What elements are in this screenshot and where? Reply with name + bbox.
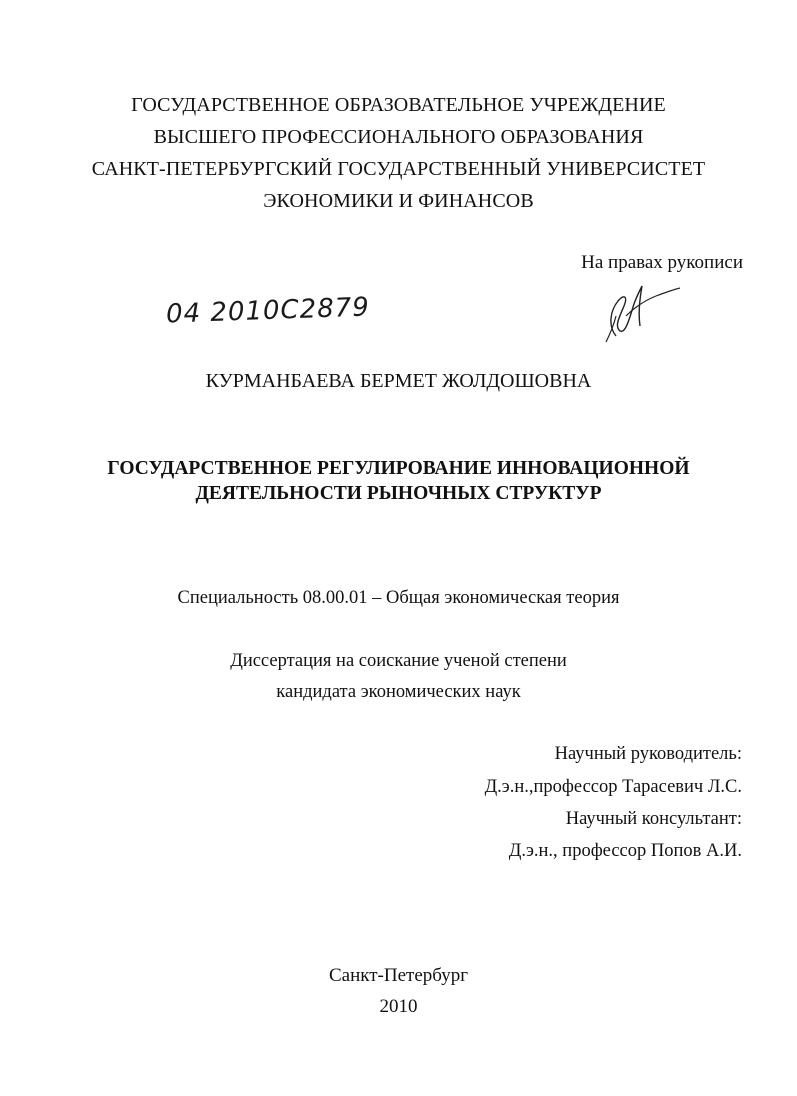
title-line-2: ДЕЯТЕЛЬНОСТИ РЫНОЧНЫХ СТРУКТУР (195, 483, 602, 504)
institution-line-1: ГОСУДАРСТВЕННОЕ ОБРАЗОВАТЕЛЬНОЕ УЧРЕЖДЕНИЕ (131, 94, 666, 116)
city: Санкт-Петербург (328, 965, 468, 986)
author-name: КУРМАНБАЕВА БЕРМЕТ ЖОЛДОШОВНА (205, 370, 592, 392)
signature-icon (596, 276, 686, 346)
institution-line-3: САНКТ-ПЕТЕРБУРГСКИЙ ГОСУДАРСТВЕННЫЙ УНИВЕРСИСТЕТ (91, 158, 706, 180)
handwritten-registration-number: 04 2010С2879 (165, 292, 371, 330)
consultant-label: Научный консультант: (565, 809, 742, 829)
institution-line-4: ЭКОНОМИКИ И ФИНАНСОВ (263, 190, 534, 212)
speciality: Специальность 08.00.01 – Общая экономическая теория (177, 588, 620, 608)
consultant-name: Д.э.н., профессор Попов А.И. (508, 841, 742, 861)
institution-line-2: ВЫСШЕГО ПРОФЕССИОНАЛЬНОГО ОБРАЗОВАНИЯ (153, 126, 644, 148)
title-line-1: ГОСУДАРСТВЕННОЕ РЕГУЛИРОВАНИЕ ИННОВАЦИОННОЙ (107, 458, 690, 479)
supervisor-name: Д.э.н.,профессор Тарасевич Л.С. (484, 777, 742, 797)
degree-line-1: Диссертация на соискание ученой степени (230, 651, 567, 671)
year: 2010 (379, 996, 418, 1017)
degree-line-2: кандидата экономических наук (276, 682, 521, 702)
supervisor-label: Научный руководитель: (554, 744, 742, 764)
manuscript-note: На правах рукописи (581, 252, 743, 273)
